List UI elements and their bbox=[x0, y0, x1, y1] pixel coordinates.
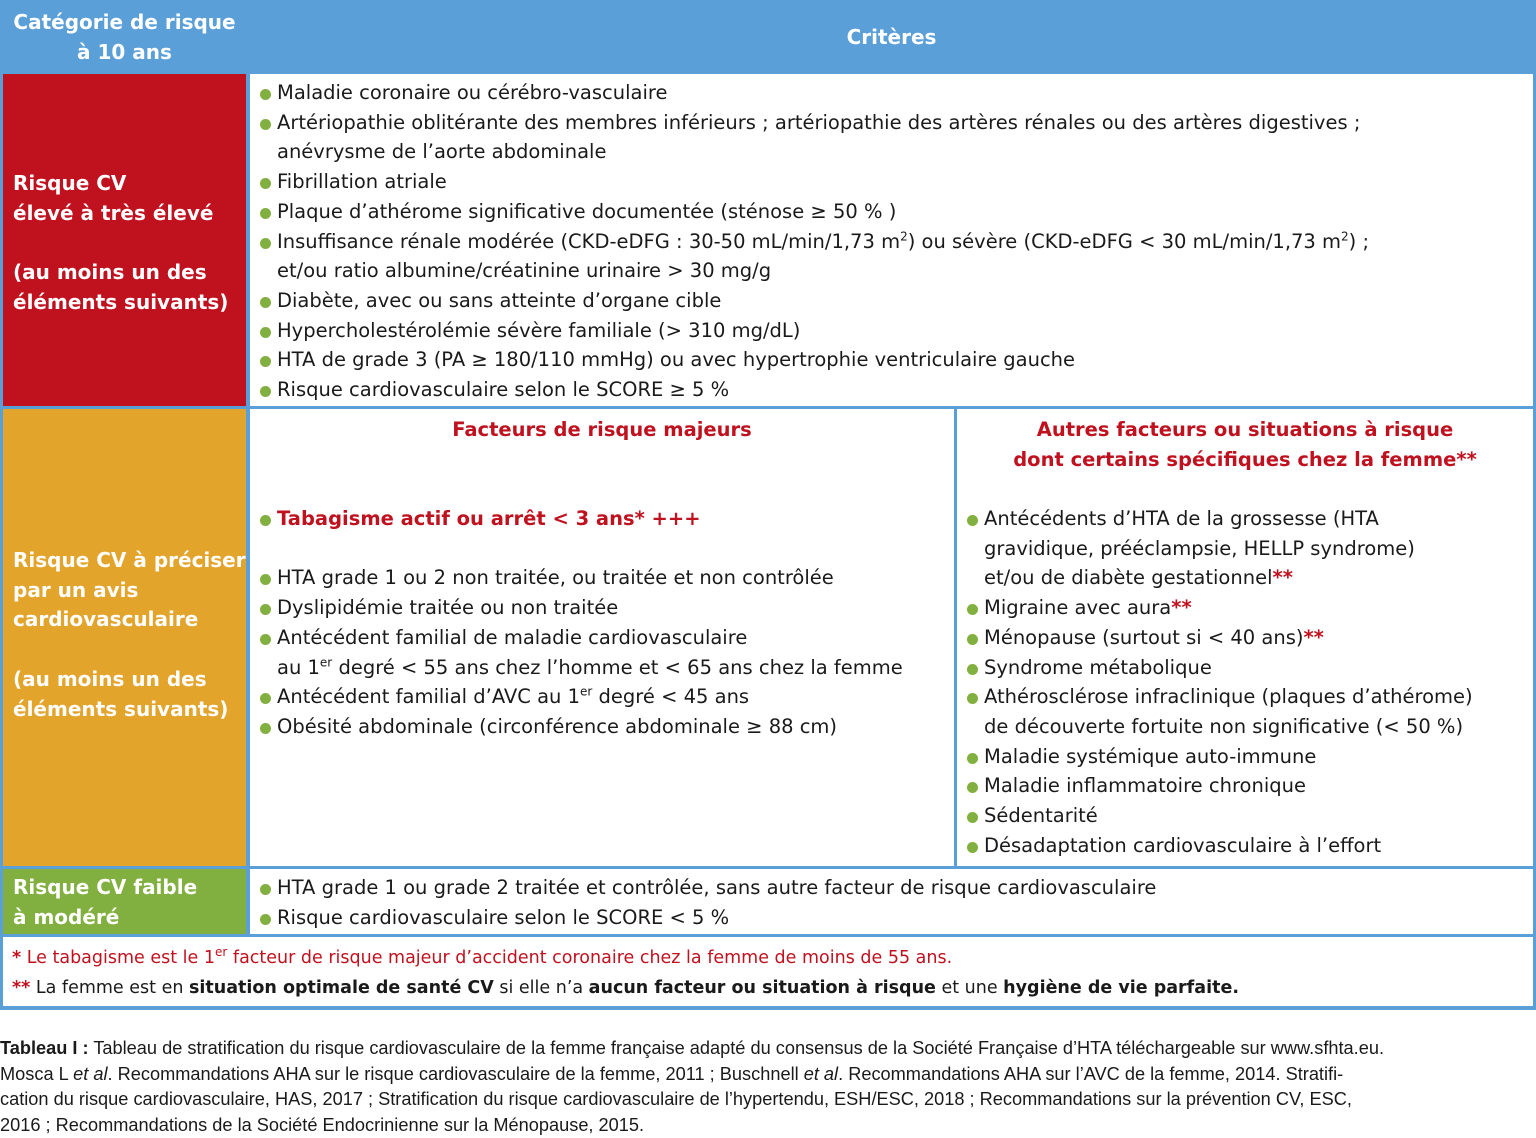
bullet-icon bbox=[260, 327, 271, 338]
list-item bbox=[258, 286, 1533, 316]
major-risk-list bbox=[258, 504, 903, 742]
list-item bbox=[965, 771, 1473, 801]
item-text: degré < 45 ans bbox=[592, 685, 750, 709]
superscript: er bbox=[215, 945, 228, 960]
item-text: et/ou de diabète gestationnel bbox=[984, 566, 1273, 590]
bullet-icon bbox=[260, 297, 271, 308]
item-text: ) ; bbox=[1348, 229, 1370, 253]
category-low-risk bbox=[3, 869, 246, 934]
footnote-text: Le tabagisme est le 1 bbox=[21, 948, 216, 968]
item-text: Antécédent familial d’AVC au 1 bbox=[277, 685, 581, 709]
list-item bbox=[965, 623, 1473, 653]
item-text: Obésité abdominale (circonférence abdominale ≥ 88 cm) bbox=[277, 714, 838, 738]
item-text: Antécédent familial de maladie cardiovasculaire bbox=[277, 625, 748, 649]
category-line: par un avis bbox=[13, 577, 139, 602]
bullet-icon bbox=[260, 386, 271, 397]
title-line: Autres facteurs ou situations à risque bbox=[1036, 418, 1454, 441]
footnote-bold: aucun facteur ou situation à risque bbox=[588, 978, 936, 998]
title-line: dont certains spécifiques chez la femme** bbox=[1013, 448, 1477, 471]
bullet-icon bbox=[260, 693, 271, 704]
item-text: ) ou sévère (CKD-eDFG < 30 mL/min/1,73 m bbox=[907, 229, 1342, 253]
item-text: Syndrome métabolique bbox=[984, 655, 1212, 679]
other-risk-list bbox=[965, 504, 1473, 860]
list-item bbox=[258, 563, 903, 593]
bullet-icon bbox=[260, 914, 271, 925]
item-text: Diabète, avec ou sans atteinte d’organe cible bbox=[277, 288, 722, 312]
list-item bbox=[965, 653, 1473, 683]
item-text: Insuffisance rénale modérée (CKD-eDFG : 30-50 mL/min/1,73 m bbox=[277, 229, 901, 253]
list-item bbox=[965, 504, 1473, 534]
list-item bbox=[258, 712, 903, 742]
caption-line bbox=[0, 1062, 1536, 1088]
header-category-line2: à 10 ans bbox=[77, 40, 172, 64]
list-item bbox=[258, 167, 1533, 197]
header-criteria: Critères bbox=[250, 3, 1533, 71]
list-item bbox=[258, 873, 1533, 903]
list-item bbox=[258, 682, 903, 712]
caption-italic: et al bbox=[73, 1063, 108, 1084]
bullet-icon bbox=[967, 693, 978, 704]
list-item bbox=[258, 78, 1533, 108]
item-text: Migraine avec aura bbox=[984, 596, 1172, 620]
bullet-icon bbox=[967, 842, 978, 853]
caption-text: . Recommandations AHA sur l’AVC de la femme, 2014. Stratifi- bbox=[838, 1063, 1344, 1084]
list-item bbox=[258, 227, 1533, 257]
caption-line bbox=[0, 1036, 1536, 1062]
other-risk-factors bbox=[957, 409, 1533, 866]
list-item bbox=[258, 108, 1533, 138]
table-caption bbox=[0, 1036, 1536, 1138]
category-mid-risk bbox=[3, 409, 246, 866]
category-line bbox=[13, 635, 246, 665]
header-category-line1: Catégorie de risque bbox=[13, 10, 236, 34]
bullet-icon bbox=[260, 884, 271, 895]
list-item bbox=[258, 375, 1533, 405]
category-line: éléments suivants) bbox=[13, 289, 229, 314]
item-continuation bbox=[258, 653, 903, 683]
list-item bbox=[258, 197, 1533, 227]
item-text: Maladie systémique auto-immune bbox=[984, 744, 1317, 768]
category-line: (au moins un des bbox=[13, 260, 207, 285]
caption-text: Tableau de stratification du risque cardiovasculaire de la femme française adapté du consensus de la Société Française d’HTA téléchargeable sur www.sfhta.eu. bbox=[88, 1038, 1384, 1058]
list-item bbox=[258, 316, 1533, 346]
item-continuation: et/ou ratio albumine/créatinine urinaire > 30 mg/g bbox=[277, 259, 772, 283]
item-text: Maladie inflammatoire chronique bbox=[984, 774, 1306, 798]
caption-line: cation du risque cardiovasculaire, HAS, 2017 ; Stratification du risque cardiovasculaire de l’hypertendu, ESH/ESC, 2018 ; Recommandations sur la prévention CV, ESC, bbox=[0, 1089, 1352, 1109]
category-line: éléments suivants) bbox=[13, 696, 229, 721]
category-line: élevé à très élevé bbox=[13, 200, 214, 225]
double-star: ** bbox=[1272, 566, 1293, 590]
footnote-bold: hygiène de vie parfaite. bbox=[1003, 978, 1239, 998]
footnote-text: si elle n’a bbox=[493, 978, 589, 998]
bullet-icon bbox=[260, 515, 271, 526]
bullet-icon bbox=[967, 664, 978, 675]
double-star: ** bbox=[1171, 596, 1192, 620]
list-item bbox=[965, 742, 1473, 772]
bullet-icon bbox=[260, 178, 271, 189]
item-text: HTA grade 1 ou grade 2 traitée et contrôlée, sans autre facteur de risque cardiovasculaire bbox=[277, 876, 1157, 899]
bullet-icon bbox=[967, 812, 978, 823]
list-item bbox=[965, 831, 1473, 861]
item-text: Désadaptation cardiovasculaire à l’effort bbox=[984, 833, 1382, 857]
list-item bbox=[258, 903, 1533, 933]
item-text: degré < 55 ans chez l’homme et < 65 ans chez la femme bbox=[332, 655, 903, 679]
item-text: Tabagisme actif ou arrêt < 3 ans* +++ bbox=[277, 507, 701, 530]
item-text: Ménopause (surtout si < 40 ans) bbox=[984, 625, 1304, 649]
criteria-low-risk bbox=[250, 869, 1533, 934]
major-risk-factors-title: Facteurs de risque majeurs bbox=[452, 418, 752, 441]
spacer bbox=[258, 534, 903, 564]
item-text: HTA grade 1 ou 2 non traitée, ou traitée et non contrôlée bbox=[277, 566, 834, 590]
bullet-icon bbox=[967, 515, 978, 526]
other-risk-factors-title bbox=[957, 415, 1533, 475]
bullet-icon bbox=[260, 723, 271, 734]
list-item bbox=[965, 682, 1473, 712]
item-text: Plaque d’athérome significative documentée (sténose ≥ 50 % ) bbox=[277, 199, 897, 223]
caption-italic: et al bbox=[803, 1063, 839, 1084]
bullet-icon bbox=[967, 604, 978, 615]
item-continuation: gravidique, prééclampsie, HELLP syndrome) bbox=[984, 536, 1415, 560]
item-text: au 1 bbox=[277, 655, 320, 679]
major-risk-factors bbox=[250, 409, 954, 866]
category-line bbox=[13, 228, 246, 258]
item-continuation bbox=[965, 563, 1473, 593]
item-text: Fibrillation atriale bbox=[277, 170, 447, 194]
category-line: à modéré bbox=[13, 904, 120, 929]
footnote-text: facteur de risque majeur d’accident coronaire chez la femme de moins de 55 ans. bbox=[227, 948, 953, 968]
list-item bbox=[965, 801, 1473, 831]
category-line: (au moins un des bbox=[13, 666, 207, 691]
category-line: Risque CV bbox=[13, 171, 127, 195]
item-text: Maladie coronaire ou cérébro-vasculaire bbox=[277, 81, 668, 104]
bullet-icon bbox=[260, 634, 271, 645]
footnote-star: ** bbox=[12, 978, 31, 998]
list-item-highlight bbox=[258, 504, 903, 534]
footnote-smoking bbox=[12, 943, 1533, 973]
item-text: Artériopathie oblitérante des membres inférieurs ; artériopathie des artères rénales ou des artères digestives ; bbox=[277, 110, 1361, 134]
header-category bbox=[3, 3, 246, 71]
list-item bbox=[258, 593, 903, 623]
item-text: Risque cardiovasculaire selon le SCORE ≥ 5 % bbox=[277, 378, 730, 402]
item-continuation: de découverte fortuite non significative (< 50 %) bbox=[984, 714, 1464, 738]
bullet-icon bbox=[260, 208, 271, 219]
superscript: er bbox=[580, 684, 593, 699]
caption-label: Tableau I : bbox=[0, 1038, 89, 1058]
item-text: Antécédents d’HTA de la grossesse (HTA bbox=[984, 507, 1379, 530]
bullet-icon bbox=[260, 238, 271, 249]
category-high-risk bbox=[3, 74, 246, 406]
bullet-icon bbox=[260, 604, 271, 615]
criteria-high-risk bbox=[250, 74, 1533, 406]
footnote-star: * bbox=[12, 948, 22, 968]
item-text: Risque cardiovasculaire selon le SCORE < 5 % bbox=[277, 905, 730, 929]
superscript: 2 bbox=[900, 229, 908, 244]
item-text: HTA de grade 3 (PA ≥ 180/110 mmHg) ou avec hypertrophie ventriculaire gauche bbox=[277, 348, 1076, 372]
category-line: Risque CV à préciser bbox=[13, 548, 246, 572]
item-text: Athérosclérose infraclinique (plaques d’athérome) bbox=[984, 685, 1473, 709]
list-item bbox=[258, 345, 1533, 375]
caption-line: 2016 ; Recommandations de la Société Endocrinienne sur la Ménopause, 2015. bbox=[0, 1114, 645, 1135]
bullet-icon bbox=[260, 574, 271, 585]
double-star: ** bbox=[1303, 625, 1324, 649]
footnote-bold: situation optimale de santé CV bbox=[189, 978, 494, 998]
caption-text: Mosca L bbox=[0, 1063, 74, 1084]
bullet-icon bbox=[967, 753, 978, 764]
superscript: 2 bbox=[1341, 229, 1349, 244]
footnote-text: La femme est en bbox=[30, 978, 189, 998]
footnote-text: et une bbox=[935, 978, 1004, 998]
item-continuation: anévrysme de l’aorte abdominale bbox=[277, 140, 607, 164]
list-item bbox=[258, 623, 903, 653]
item-text: Dyslipidémie traitée ou non traitée bbox=[277, 596, 619, 620]
bullet-icon bbox=[260, 89, 271, 100]
footnote-optimal bbox=[12, 973, 1533, 1003]
caption-text: . Recommandations AHA sur le risque cardiovasculaire de la femme, 2011 ; Buschnell bbox=[107, 1063, 804, 1084]
bullet-icon bbox=[260, 119, 271, 130]
bullet-icon bbox=[967, 634, 978, 645]
superscript: er bbox=[319, 655, 333, 669]
category-line: Risque CV faible bbox=[13, 875, 198, 899]
item-text: Hypercholestérolémie sévère familiale (> 310 mg/dL) bbox=[277, 318, 801, 342]
list-item bbox=[965, 593, 1473, 623]
bullet-icon bbox=[967, 782, 978, 793]
bullet-icon bbox=[260, 356, 271, 367]
item-text: Sédentarité bbox=[984, 804, 1098, 828]
category-line: cardiovasculaire bbox=[13, 607, 199, 632]
table-footnotes bbox=[3, 937, 1533, 1006]
